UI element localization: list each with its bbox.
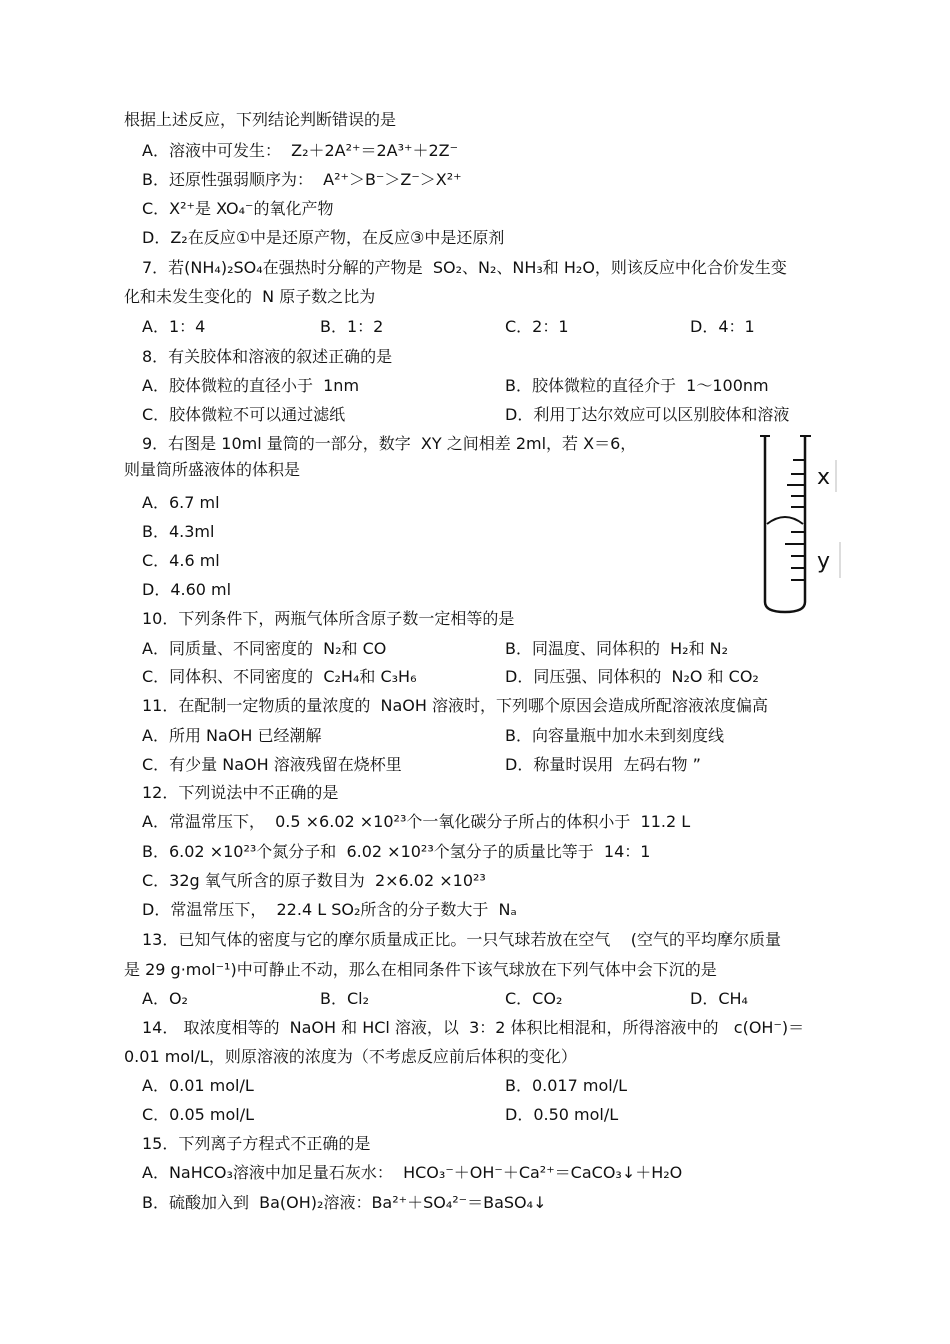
text-line: B．硫酸加入到 Ba(OH)₂溶液：Ba²⁺＋SO₄²⁻＝BaSO₄↓ [142,1193,547,1212]
option-text: B．Cl₂ [320,989,370,1008]
text-line: 8．有关胶体和溶液的叙述正确的是 [142,347,393,366]
text-line: D．Z₂在反应①中是还原产物，在反应③中是还原剂 [142,228,505,247]
option-text: D．称量时误用 左码右物 ” [505,755,701,774]
graduated-cylinder-figure [755,432,850,617]
text-line: 则量筒所盛液体的体积是 [124,460,301,479]
text-line: C．有少量 NaOH 溶液残留在烧杯里 [142,755,402,774]
text-line: A．6.7 ml [142,493,220,512]
text-line: 14． 取浓度相等的 NaOH 和 HCl 溶液，以 3：2 体积比相混和，所得溶液中的 c(OH⁻)＝ [142,1018,805,1037]
text-line: C．32g 氧气所含的原子数目为 2×6.02 ×10²³ [142,871,486,890]
text-line: 化和未发生变化的 N 原子数之比为 [124,287,376,306]
text-line: B．还原性强弱顺序为： A²⁺＞B⁻＞Z⁻＞X²⁺ [142,170,462,189]
text-line: A．所用 NaOH 已经潮解 [142,726,322,745]
text-line: 根据上述反应，下列结论判断错误的是 [124,110,397,129]
text-line: C．胶体微粒不可以通过滤纸 [142,405,346,424]
option-text: C．CO₂ [505,989,563,1008]
text-line: 12．下列说法中不正确的是 [142,783,339,802]
option-text: B．0.017 mol/L [505,1076,627,1095]
text-line: B．6.02 ×10²³个氮分子和 6.02 ×10²³个氢分子的质量比等于 14：1 [142,842,651,861]
label-y: y [817,549,831,574]
text-line: D．4.60 ml [142,580,232,599]
text-line: B．4.3ml [142,522,215,541]
text-line: A．同质量、不同密度的 N₂和 CO [142,639,387,658]
option-text: C．2：1 [505,317,569,336]
label-x: x [817,465,831,490]
text-line: C．X²⁺是 XO₄⁻的氧化产物 [142,199,334,218]
text-line: 0.01 mol/L，则原溶液的浓度为（不考虑反应前后体积的变化） [124,1047,577,1066]
text-line: C．0.05 mol/L [142,1105,255,1124]
option-text: D．同压强、同体积的 N₂O 和 CO₂ [505,667,759,686]
option-text: D．CH₄ [690,989,748,1008]
option-text: B．向容量瓶中加水未到刻度线 [505,726,724,745]
option-text: B．胶体微粒的直径介于 1～100nm [505,376,769,395]
text-line: A．O₂ [142,989,188,1008]
text-line: 7．若(NH₄)₂SO₄在强热时分解的产物是 SO₂、N₂、NH₃和 H₂O，则该反应中化合价发生变 [142,258,787,277]
option-text: D．利用丁达尔效应可以区别胶体和溶液 [505,405,790,424]
option-text: D．0.50 mol/L [505,1105,619,1124]
option-text: B．同温度、同体积的 H₂和 N₂ [505,639,729,658]
text-line: C．4.6 ml [142,551,220,570]
text-line: 9．右图是 10ml 量筒的一部分，数字 XY 之间相差 2ml，若 X＝6， [142,434,637,453]
text-line: A．胶体微粒的直径小于 1nm [142,376,360,395]
text-line: 13．已知气体的密度与它的摩尔质量成正比。一只气球若放在空气 (空气的平均摩尔质量 [142,930,781,949]
text-line: 是 29 g·mol⁻¹)中可静止不动，那么在相同条件下该气球放在下列气体中会下沉的是 [124,960,717,979]
text-line: 10．下列条件下，两瓶气体所含原子数一定相等的是 [142,609,515,628]
text-line: A．常温常压下， 0.5 ×6.02 ×10²³个一氧化碳分子所占的体积小于 11.2 L [142,812,691,831]
text-line: D．常温常压下， 22.4 L SO₂所含的分子数大于 Nₐ [142,900,517,919]
option-text: B．1：2 [320,317,384,336]
text-line: A．NaHCO₃溶液中加足量石灰水： HCO₃⁻＋OH⁻＋Ca²⁺＝CaCO₃↓＋H₂O [142,1163,683,1182]
text-line: A．0.01 mol/L [142,1076,254,1095]
text-line: C．同体积、不同密度的 C₂H₄和 C₃H₆ [142,667,417,686]
text-line: 15．下列离子方程式不正确的是 [142,1134,371,1153]
text-line: A．溶液中可发生： Z₂＋2A²⁺＝2A³⁺＋2Z⁻ [142,141,459,160]
text-line: 11．在配制一定物质的量浓度的 NaOH 溶液时，下列哪个原因会造成所配溶液浓度偏高 [142,696,769,715]
text-line: A．1：4 [142,317,206,336]
option-text: D．4：1 [690,317,755,336]
